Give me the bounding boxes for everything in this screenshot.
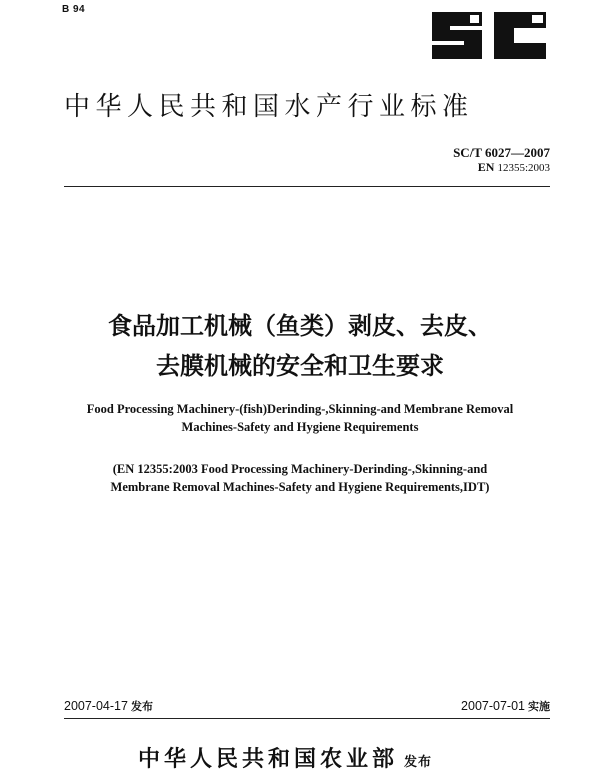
- classification-code: B 94: [62, 4, 86, 15]
- standard-number: SC/T 6027—2007: [453, 145, 550, 160]
- english-title-line-1: Food Processing Machinery-(fish)Derinding-,Skinning-and Membrane Removal: [86, 402, 514, 416]
- issuer-name: 中华人民共和国农业部: [138, 746, 399, 772]
- equivalent-prefix: EN: [477, 160, 495, 174]
- publish-date-value: 2007-04-17: [64, 699, 128, 713]
- standard-numbers: [453, 146, 550, 175]
- sc-logo: [428, 8, 550, 63]
- english-title: [30, 400, 570, 436]
- implement-label: 实施: [528, 700, 550, 713]
- issuer-label: 发布: [404, 755, 433, 770]
- equivalence-line-1: (EN 12355:2003 Food Processing Machinery-Derinding-,Skinning-and: [112, 462, 488, 476]
- equivalent-standard: [453, 160, 550, 175]
- english-title-line-2: Machines-Safety and Hygiene Requirements: [181, 420, 419, 434]
- implement-date-value: 2007-07-01: [461, 699, 525, 713]
- equivalence-line-2: Membrane Removal Machines-Safety and Hygiene Requirements,IDT): [110, 480, 490, 494]
- standard-org-title: 中华人民共和国水产行业标准: [64, 92, 474, 122]
- bottom-divider: [64, 718, 550, 719]
- top-divider: [64, 186, 550, 187]
- equivalence-statement: [30, 460, 570, 496]
- chinese-title-line-2: 去膜机械的安全和卫生要求: [156, 352, 444, 380]
- chinese-title-line-1: 食品加工机械（鱼类）剥皮、去皮、: [108, 312, 492, 340]
- chinese-title: [40, 306, 560, 386]
- publish-label: 发布: [130, 700, 153, 713]
- equivalent-number: 12355:2003: [497, 162, 550, 174]
- implement-date: [461, 698, 550, 714]
- publish-date: [64, 698, 153, 714]
- issuer: [138, 742, 432, 773]
